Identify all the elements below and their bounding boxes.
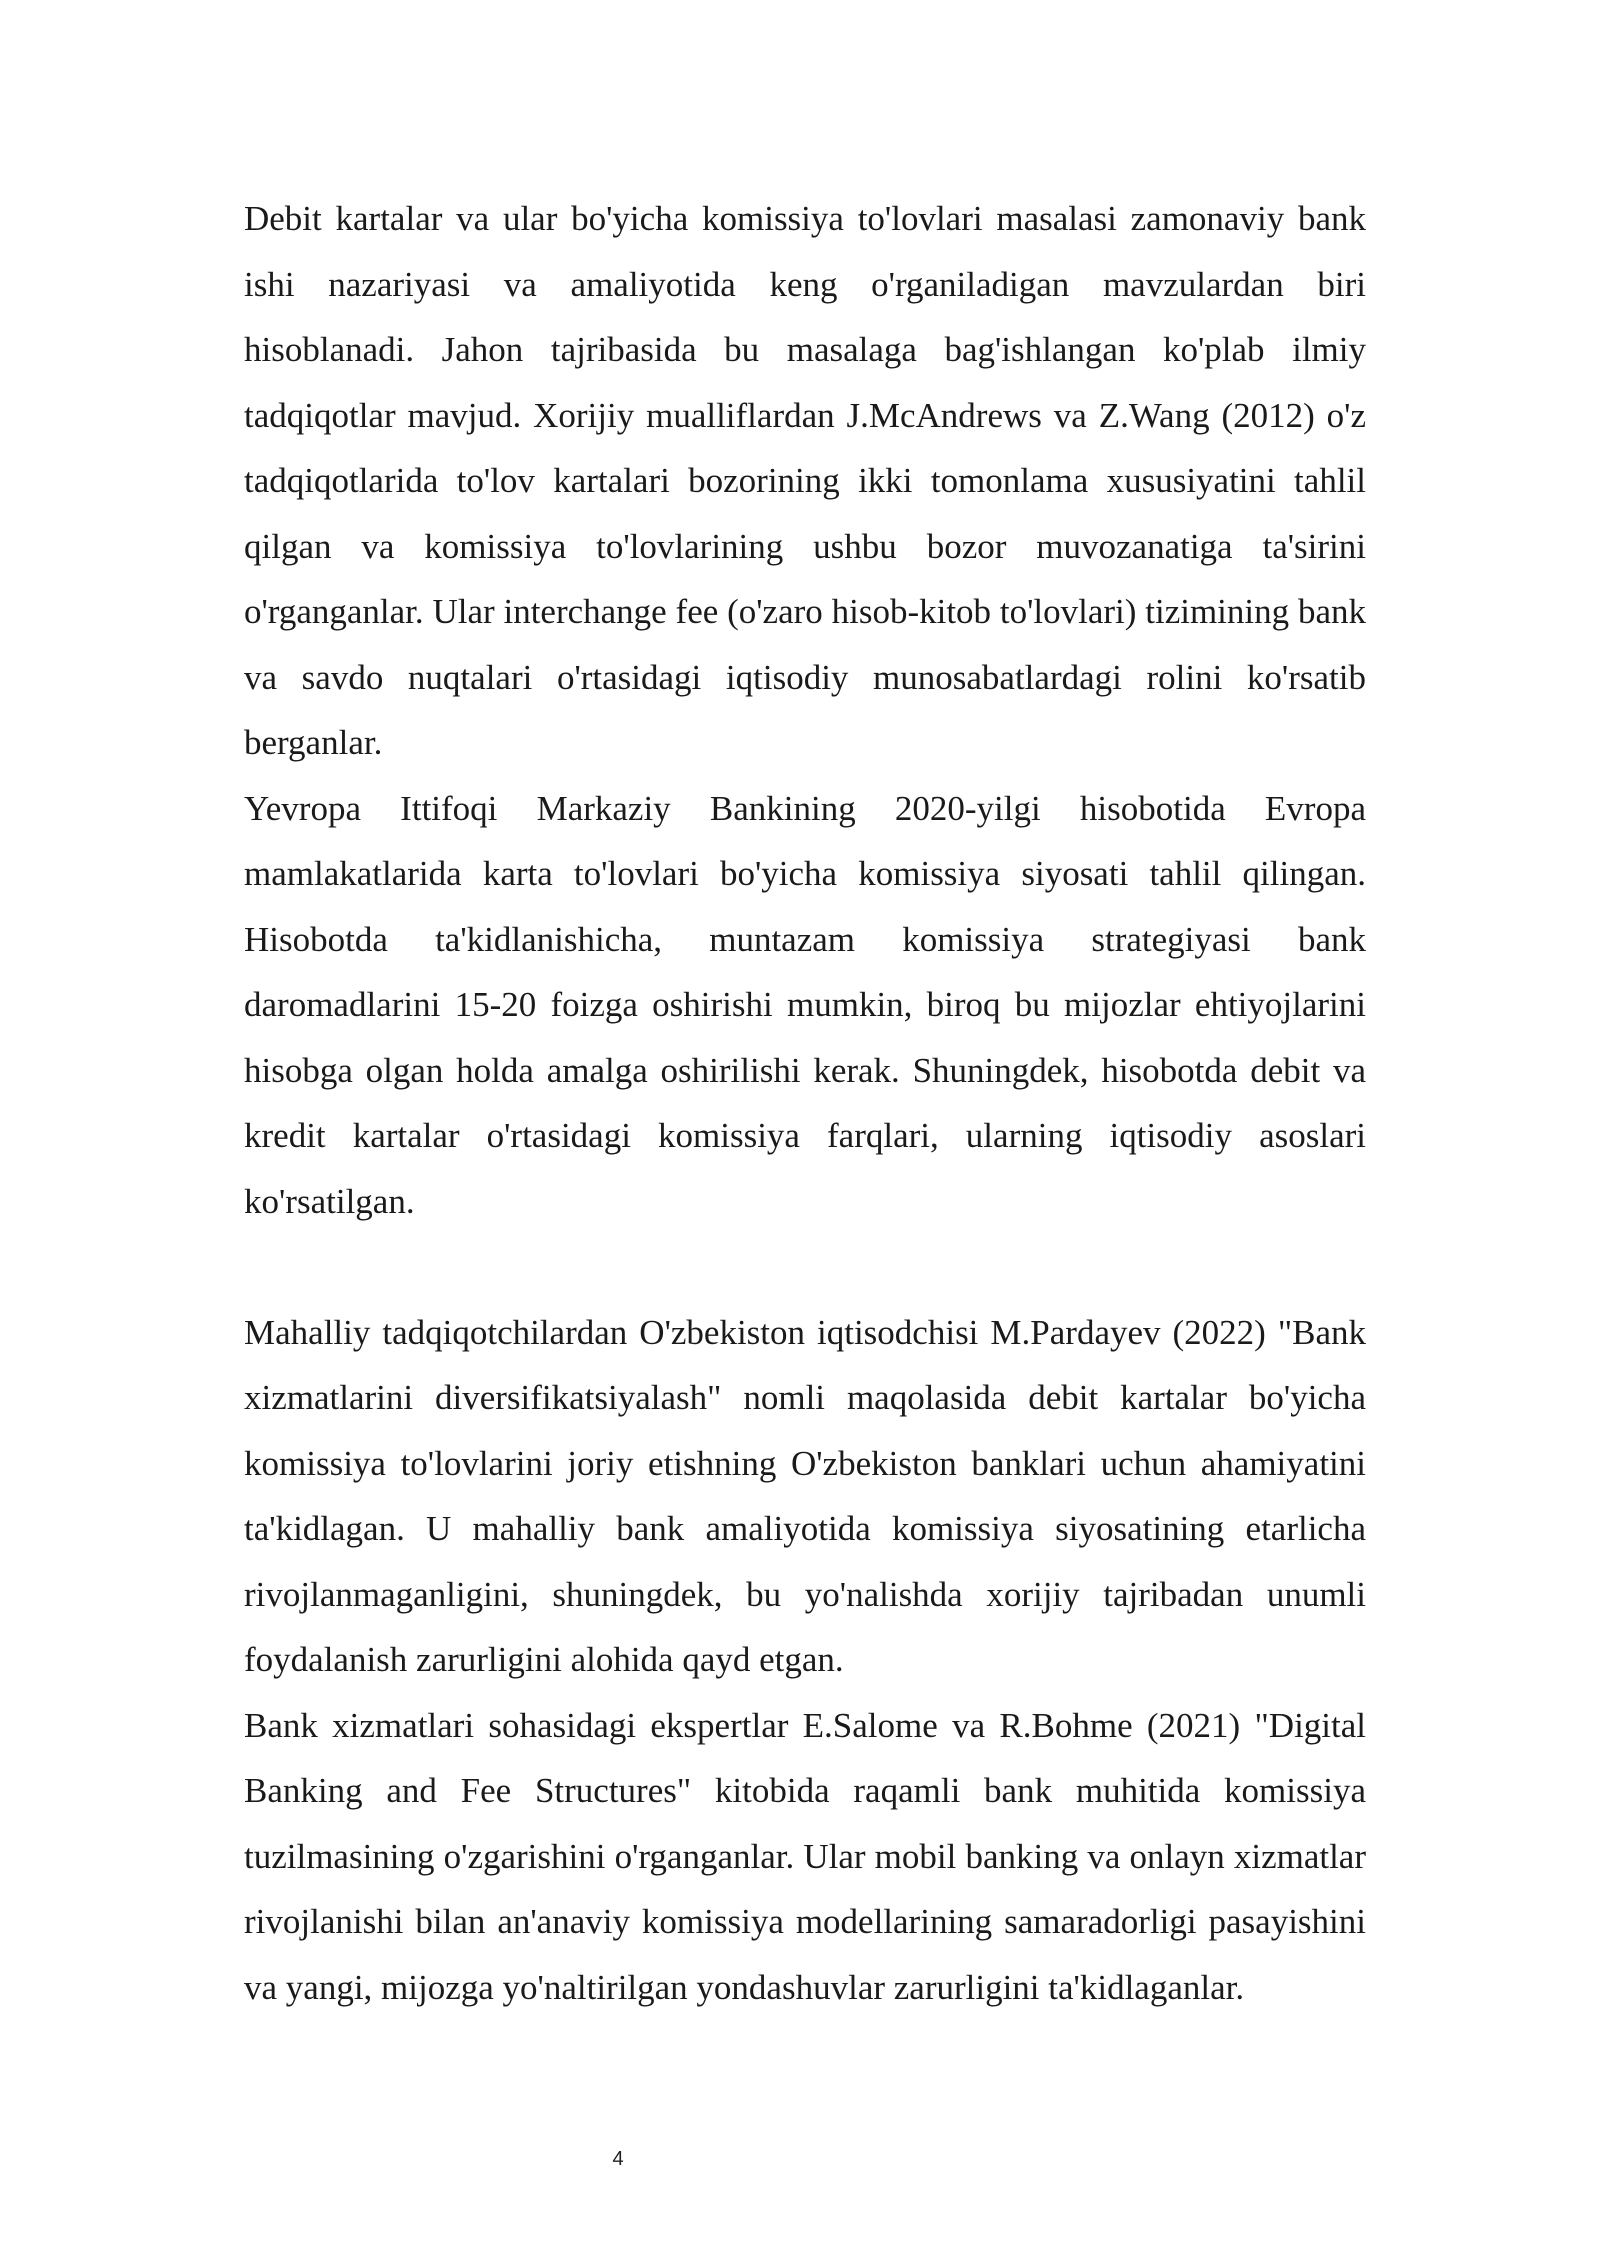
paragraph-spacer <box>244 1234 1366 1300</box>
paragraph-local-research: Mahalliy tadqiqotchilardan O'zbekiston iqtisodchisi M.Pardayev (2022) "Bank xizmatlarini diversifikatsiyalash" nomli maqolasida debit kartalar bo'yicha komissiya to'lovlarini joriy etishning O'zbekiston banklari uchun ahamiyatini ta'kidlagan. U mahalliy bank amaliyotida komissiya siyosatining etarlicha rivojlanmaganligini, shuningdek, bu yo'nalishda xorijiy tajribadan unumli foydalanish zarurligini alohida qayd etgan. <box>244 1312 1366 1679</box>
paragraph-digital-banking: Bank xizmatlari sohasidagi ekspertlar E.Salome va R.Bohme (2021) "Digital Banking and Fee Structures" kitobida raqamli bank muhitida komissiya tuzilmasining o'zgarishini o'rganganlar. Ular mobil banking va onlayn xizmatlar rivojlanishi bilan an'anaviy komissiya modellarining samaradorligi pasayishini va yangi, mijozga yo'naltirilgan yondashuvlar zarurligini ta'kidlaganlar. <box>244 1705 1366 2007</box>
paragraph-debit-cards-literature: Debit kartalar va ular bo'yicha komissiya to'lovlari masalasi zamonaviy bank ishi nazariyasi va amaliyotida keng o'rganiladigan mavzulardan biri hisoblanadi. Jahon tajribasida bu masalaga bag'ishlangan ko'plab ilmiy tadqiqotlar mavjud. Xorijiy mualliflardan J.McAndrews va Z.Wang (2012) o'z tadqiqotlarida to'lov kartalari bozorining ikki tomonlama xususiyatini tahlil qilgan va komissiya to'lovlarining ushbu bozor muvozanatiga ta'sirini o'rganganlar. Ular interchange fee (o'zaro hisob-kitob to'lovlari) tizimining bank va savdo nuqtalari o'rtasidagi iqtisodiy munosabatlardagi rolini ko'rsatib berganlar. <box>244 199 1366 762</box>
page-number: 4 <box>612 2148 624 2170</box>
document-body <box>244 186 1366 2020</box>
paragraph-ecb-report: Yevropa Ittifoqi Markaziy Bankining 2020-yilgi hisobotida Evropa mamlakatlarida karta to'lovlari bo'yicha komissiya siyosati tahlil qilingan. Hisobotda ta'kidlanishicha, muntazam komissiya strategiyasi bank daromadlarini 15-20 foizga oshirishi mumkin, biroq bu mijozlar ehtiyojlarini hisobga olgan holda amalga oshirilishi kerak. Shuningdek, hisobotda debit va kredit kartalar o'rtasidagi komissiya farqlari, ularning iqtisodiy asoslari ko'rsatilgan. <box>244 788 1366 1221</box>
